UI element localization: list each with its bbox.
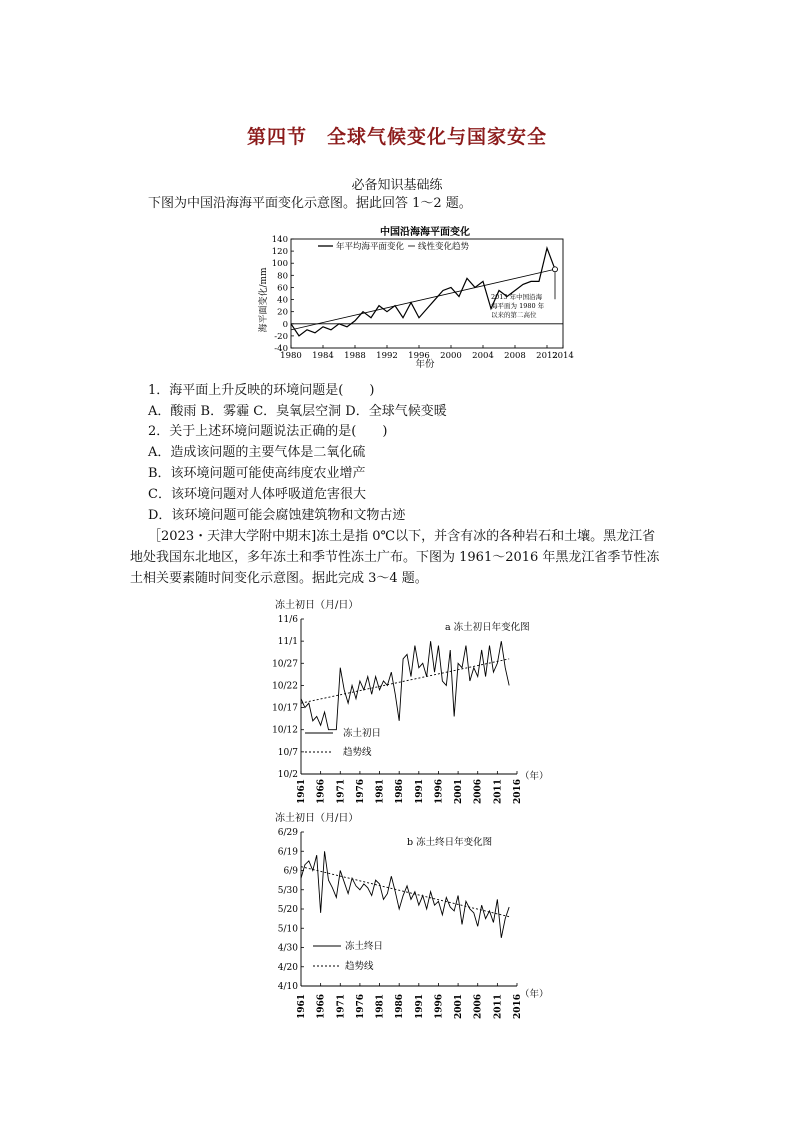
chartA-xunit: （年） (520, 771, 549, 782)
chartB-ylabel: 冻土初日（月/日） (275, 813, 359, 824)
chartA-ytick-label: 10/17 (272, 703, 298, 714)
chartB-xtick-label: 1961 (297, 993, 307, 1019)
intro-text-2-line-3: 土相关要素随时间变化示意图。据此完成 3～4 题。 (130, 571, 428, 586)
chart1-xtick-label: 2008 (504, 351, 526, 361)
chartB-xtick-label: 1996 (434, 993, 445, 1019)
chartA-ytick-label: 11/6 (277, 615, 298, 625)
chartA-xtick-label: 1986 (395, 778, 406, 804)
chart1-ytick-label: 60 (277, 283, 288, 294)
chartA-xtick-label: 2006 (473, 778, 484, 804)
chart1-ytick-label: 140 (271, 235, 288, 245)
question-1: 1．海平面上升反映的环境问题是( ) (148, 383, 375, 398)
chartA-legend-2: 趋势线 (343, 747, 372, 758)
chart1-xtick-label: 1992 (376, 351, 398, 361)
chartA-ylabel: 冻土初日（月/日） (275, 600, 359, 611)
frozen-start-chart (265, 596, 555, 808)
chartA-xtick-label: 1996 (434, 778, 445, 804)
chartB-ytick-label: 4/20 (277, 962, 298, 973)
page-title: 第四节 全球气候变化与国家安全 (246, 126, 547, 148)
chartB-ytick-label: 5/10 (277, 924, 298, 935)
chart1-xtick-label: 1996 (408, 351, 430, 361)
chartA-trend-line (301, 659, 509, 703)
chart1-xtick-label: 2012 (536, 351, 558, 361)
chartB-xtick-label: 2011 (493, 993, 504, 1019)
chartA-xtick-label: 1966 (316, 778, 327, 804)
chart1-ytick-label: 40 (277, 295, 288, 306)
chartB-xtick-label: 1976 (355, 993, 366, 1019)
chartB-ytick-label: 4/30 (277, 943, 298, 954)
chartA-xtick-label: 2011 (493, 778, 504, 804)
chart1-ytick-label: 100 (271, 259, 288, 270)
chartB-xtick-label: 1966 (316, 993, 327, 1019)
chart1-xtick-label: 1984 (312, 351, 334, 361)
chart1-highlight-point (553, 267, 558, 272)
chartA-xtick-label: 1961 (297, 778, 307, 804)
chartA-ytick-label: 10/7 (277, 747, 298, 758)
chart1-ytick-label: 0 (282, 319, 288, 330)
chart1-legend-1: 年平均海平面变化 (336, 242, 405, 252)
chartB-ytick-label: 6/9 (283, 866, 298, 877)
chartA-ytick-label: 10/2 (277, 770, 298, 780)
chart1-annotation-1: 2013 年中国沿海 (491, 293, 543, 301)
chartA-ytick-label: 10/27 (272, 659, 298, 670)
chartB-ytick-label: 5/30 (277, 885, 298, 896)
chart1-xlabel: 年份 (415, 359, 435, 370)
chartB-title: b 冻土终日年变化图 (407, 837, 493, 848)
chart1-ytick-label: 20 (277, 307, 288, 318)
question-2-option-c: C．该环境问题对人体呼吸道危害很大 (148, 487, 366, 502)
chartB-ytick-label: 6/29 (277, 828, 298, 838)
question-2-option-b: B．该环境问题可能使高纬度农业增产 (148, 466, 366, 481)
chartB-xtick-label: 1991 (414, 993, 425, 1019)
chartB-xticks (297, 983, 523, 1019)
chartB-xtick-label: 2016 (513, 993, 523, 1019)
chart1-xtick-label: 2014 (552, 351, 574, 361)
chartB-legend-1: 冻土终日 (345, 941, 384, 952)
chartA-xtick-label: 1991 (414, 778, 425, 804)
frozen-end-chart (265, 809, 555, 1023)
question-2: 2．关于上述环境问题说法正确的是( ) (148, 424, 388, 439)
chart1-ylabel: 海平面变化/mm (259, 267, 269, 333)
chart1-legend-2: 线性变化趋势 (418, 242, 470, 252)
chartB-xtick-label: 1971 (336, 993, 347, 1019)
chartA-xtick-label: 1971 (336, 778, 347, 804)
question-1-options: A．酸雨 B．雾霾 C．臭氧层空洞 D．全球气候变暖 (148, 404, 447, 419)
chart1-ytick-label: -40 (274, 344, 288, 354)
chartA-yticks (272, 615, 304, 780)
intro-text-2-line-2: 地处我国东北地区，多年冻土和季节性冻土广布。下图为 1961～2016 年黑龙江省季节性冻 (130, 550, 660, 565)
chart1-ytick-label: -20 (274, 331, 288, 342)
chartB-xtick-label: 1986 (395, 993, 406, 1019)
chartA-data-line (301, 641, 509, 730)
chartB-xtick-label: 2001 (454, 993, 465, 1019)
chart1-sea-level-line (291, 248, 555, 336)
sea-level-chart (255, 222, 575, 372)
chart1-title: 中国沿海海平面变化 (380, 227, 470, 238)
chartB-ytick-label: 6/19 (277, 847, 298, 858)
chart1-ytick-label: 120 (271, 247, 288, 258)
chartA-legend-1: 冻土初日 (343, 728, 382, 739)
chartB-xtick-label: 2006 (473, 993, 484, 1019)
chartB-xtick-label: 1981 (375, 993, 386, 1019)
chartA-xtick-label: 1981 (375, 778, 386, 804)
chart1-xtick-label: 2004 (472, 351, 494, 361)
chartA-xticks (297, 771, 523, 804)
chartA-ytick-label: 10/22 (272, 681, 298, 692)
chartA-series (301, 641, 509, 730)
section-heading: 必备知识基础练 (351, 178, 443, 193)
question-2-option-d: D．该环境问题可能会腐蚀建筑物和文物古迹 (148, 508, 406, 523)
question-2-option-a: A．造成该问题的主要气体是二氧化硫 (148, 445, 366, 460)
chartB-data-line (301, 851, 509, 938)
chartB-legend-2: 趋势线 (345, 961, 374, 972)
chartB-yticks (278, 828, 304, 992)
chartB-ytick-label: 4/10 (277, 982, 298, 992)
chart1-xtick-label: 1988 (344, 351, 366, 361)
chart1-series (291, 248, 558, 336)
chartA-xtick-label: 2016 (513, 778, 523, 804)
chart1-annotation-2: 海平面为 1980 年 (491, 302, 545, 310)
chartB-series (301, 851, 509, 938)
chartA-xtick-label: 2001 (454, 778, 465, 804)
chart1-xtick-label: 1980 (280, 351, 302, 361)
chartB-ytick-label: 5/20 (277, 905, 298, 915)
chartA-title: a 冻土初日年变化图 (445, 622, 530, 633)
chartA-ytick-label: 10/12 (272, 725, 298, 736)
intro-text-2-line-1: ［2023・天津大学附中期末]冻土是指 0℃以下，并含有冰的各种岩石和土壤。黑龙江省 (148, 529, 656, 544)
chart1-xticks (280, 345, 574, 361)
chartB-xunit: （年） (520, 989, 549, 1000)
chart1-xtick-label: 2000 (440, 351, 462, 361)
chart1-ytick-label: 80 (277, 271, 288, 282)
chartA-xtick-label: 1976 (355, 778, 366, 804)
intro-text-1: 下图为中国沿海海平面变化示意图。据此回答 1～2 题。 (148, 196, 472, 211)
chartA-ytick-label: 11/1 (277, 637, 298, 648)
chart1-annotation-3: 以来的第二高位 (491, 311, 537, 319)
chartB-axes (301, 832, 517, 986)
